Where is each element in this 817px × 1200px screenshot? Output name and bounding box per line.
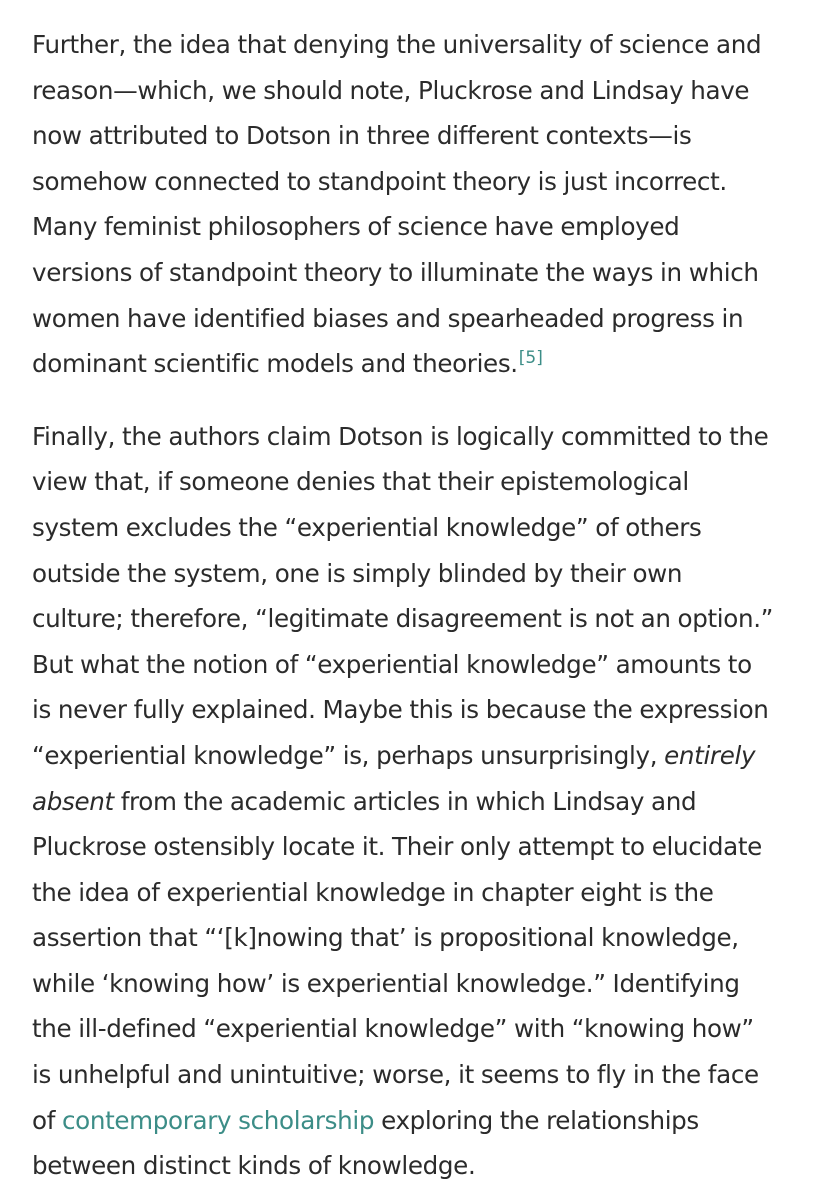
paragraph-experiential-knowledge (32, 414, 802, 1189)
text-segment: “experiential knowledge” is, perhaps unsurprisingly, (32, 740, 665, 770)
text-line: Further, the idea that denying the universality of science and (32, 30, 762, 59)
emphasis-text: entirely (664, 740, 756, 770)
text-line: But what the notion of “experiential knowledge” amounts to (32, 649, 752, 679)
text-line: Many feminist philosophers of science have employed (32, 212, 680, 242)
footnote-link-5[interactable]: [5] (518, 348, 543, 369)
text-line: women have identified biases and spearheaded progress in (32, 303, 744, 333)
text-line: between distinct kinds of knowledge. (32, 1151, 476, 1181)
paragraph-standpoint (32, 22, 802, 387)
text-line-emphasis (32, 733, 802, 779)
text-line: Finally, the authors claim Dotson is logically committed to the (32, 421, 769, 451)
text-line: now attributed to Dotson in three different contexts—is (32, 121, 692, 151)
article-body (32, 22, 802, 1189)
text-line: culture; therefore, “legitimate disagreement is not an option.” (32, 604, 774, 634)
text-line: is unhelpful and unintuitive; worse, it seems to fly in the face (32, 1060, 759, 1090)
text-line: dominant scientific models and theories. (32, 349, 518, 379)
text-line: is never fully explained. Maybe this is because the expression (32, 695, 769, 725)
text-line-with-footnote (32, 341, 802, 387)
text-line: somehow connected to standpoint theory is just incorrect. (32, 166, 727, 196)
text-line: the ill-defined “experiential knowledge” with “knowing how” (32, 1014, 754, 1044)
text-line: reason—which, we should note, Pluckrose and Lindsay have (32, 75, 750, 105)
text-line: assertion that “‘[k]nowing that’ is propositional knowledge, (32, 923, 739, 953)
text-line: versions of standpoint theory to illuminate the ways in which (32, 257, 759, 287)
text-segment: exploring the relationships (374, 1105, 699, 1135)
text-line-emphasis (32, 779, 802, 825)
text-line: system excludes the “experiential knowledge” of others (32, 512, 702, 542)
text-segment: of (32, 1105, 62, 1135)
text-line: Pluckrose ostensibly locate it. Their only attempt to elucidate (32, 832, 762, 862)
contemporary-scholarship-link[interactable]: contemporary scholarship (61, 1105, 375, 1135)
text-line-with-link (32, 1098, 802, 1144)
text-line: view that, if someone denies that their epistemological (32, 467, 689, 497)
text-line: outside the system, one is simply blinded by their own (32, 558, 683, 588)
text-segment: from the academic articles in which Lindsay and (113, 786, 697, 816)
text-line: while ‘knowing how’ is experiential knowledge.” Identifying (32, 968, 740, 998)
emphasis-text: absent (32, 786, 114, 816)
text-line: the idea of experiential knowledge in chapter eight is the (32, 877, 714, 907)
